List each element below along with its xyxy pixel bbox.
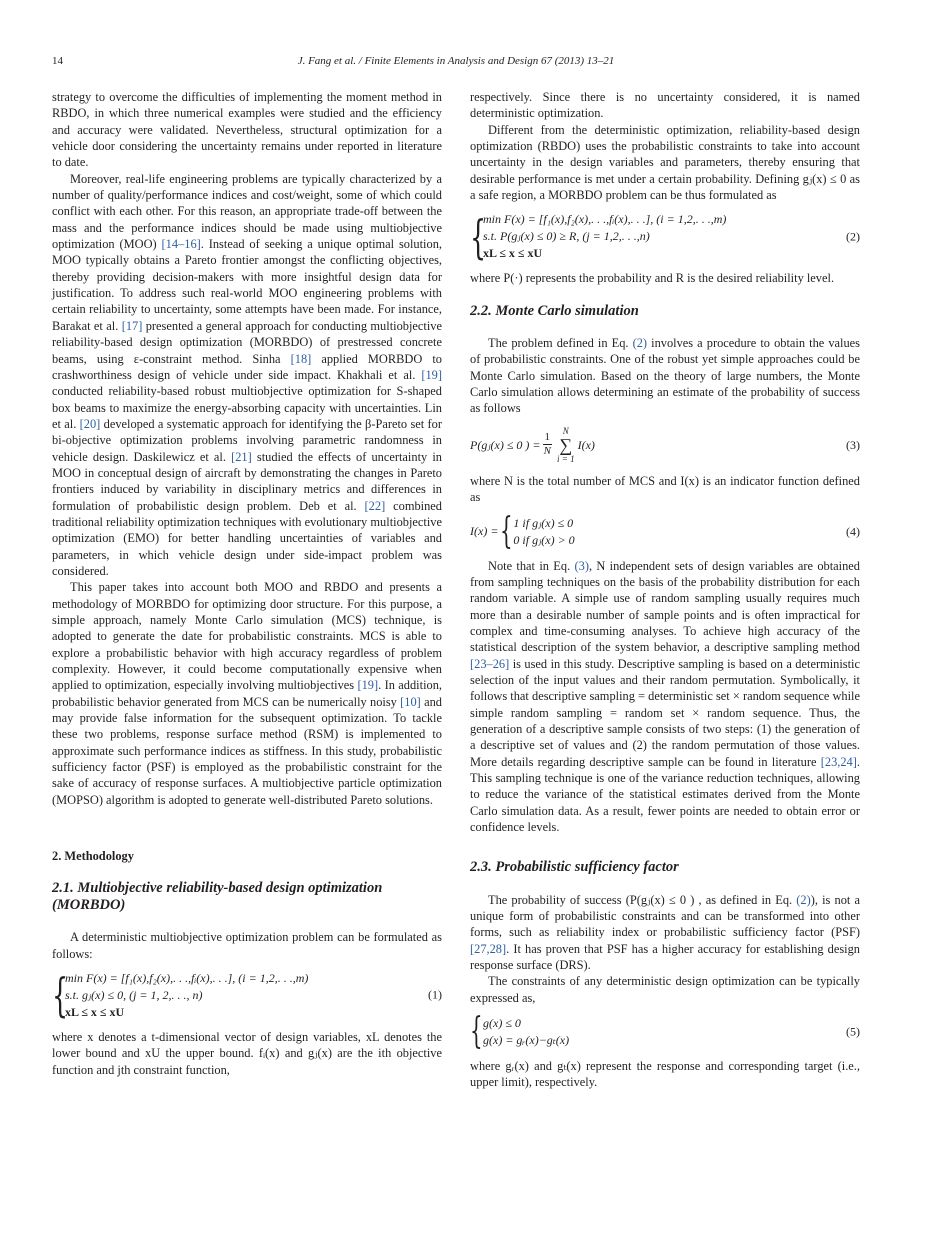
citation-link[interactable]: [19] [421, 367, 442, 382]
equation-line: 1 if gⱼ(x) ≤ 0 [513, 515, 574, 530]
paragraph: strategy to overcome the difficulties of implementing the moment method in RBDO, in which three numerical examples were studied and the efficiency and accuracy were validated. Nevertheless, structural optimization for a vehicle door considering the uncertainty remains under reported in literature to date. [52, 90, 442, 170]
equation-number: (5) [846, 1024, 860, 1039]
paragraph: where x denotes a t-dimensional vector of design variables, xL denotes the lower bound and xU the upper bound. fᵢ(x) and gⱼ(x) are the ith objective function and jth constraint function, [52, 1029, 442, 1077]
equation-lhs: I(x) = [470, 524, 499, 538]
equation-lhs: P(gⱼ(x) ≤ 0 ) = [470, 437, 541, 452]
citation-link[interactable]: [22] [364, 498, 386, 513]
citation-link[interactable]: [18] [290, 351, 312, 366]
paragraph: where P(·) represents the probability and R is the desired reliability level. [470, 271, 835, 286]
equation-link[interactable]: (2) [632, 336, 648, 351]
citation-link[interactable]: [23–26] [470, 656, 510, 671]
paragraph: Moreover, real-life engineering problems are typically characterized by a number of quality/performance indices and cost/weight, some of which could conflict with each other. For this reason, an appropriate trade-off between the mass and the performance indices should be made using multiobjective optimization (MOO) [14–16]. Instead of seeking a unique optimal solution, MOO typically obtains a Pareto frontier amongst the conflicting objectives, thereby providing decision-makers with more insightful design data for justification. To address such real-world MOO engineering problems with certain reliability to uncertainty, some attempts have been made. For instance, Barakat et al. [17] presented a general approach for conducting multiobjective reliability-based design optimization (MORBDO) of prestressed concrete beams, using ε-constraint method. Sinha [18] applied MORBDO to crashworthiness design of vehicle under side impact. Khakhali et al. [19] conducted reliability-based robust multiobjective optimization for S-shaped box beams to maximize the energy-absorbing capacity with uncertainties. Lin et al. [20] developed a systematic approach for identifying the β-Pareto set for bi-objective optimization problems involving parametric randomness in vehicle design. Daskilewicz et al. [21] studied the effects of uncertainty in MOO in conceptual design of aircraft by demonstrating the changes in Pareto frontiers induced by variability in disciplinary metrics and differences in formulation of probabilistic design problem. Deb et al. [22] combined traditional reliability optimization techniques with evolutionary multiobjective optimization (EMO) for better handling uncertainties of variables and parameters, in which vehicle design under side-impact problem was considered. [52, 171, 443, 578]
citation-link[interactable]: [20] [79, 416, 101, 431]
right-column [470, 89, 860, 1091]
citation-link[interactable]: [17] [121, 318, 143, 333]
section-title: 2. Methodology [52, 849, 134, 864]
brace-symbol: { [470, 1011, 483, 1053]
citation-link[interactable]: [27,28] [470, 941, 507, 956]
fraction-numerator: 1 [544, 431, 550, 444]
equation-line: g(x) ≤ 0 [483, 1016, 521, 1031]
paragraph: Note that in Eq. (3), N independent sets of design variables are obtained from sampling techniques on the basis of the probability distribution for each random variable. A simple use of random sampling usually requires much more than a desirable number of sample points and is often impractical for complex and time-consuming analyses. To achieve high accuracy of the statistical description of the system behavior, a descriptive sampling method [23–26] is used in this study. Descriptive sampling is based on a deterministic selection of the input values and their random permutation. Symbolically, it follows that descriptive sampling = deterministic set × random sequence while simple random sampling = random set × random sequence. Thus, the generation of a descriptive sample consists of two steps: (1) the generation of a descriptive set of values and (2) the random permutation of those values. More details regarding descriptive sample can be found in literature [23,24]. This sampling technique is one of the variance reduction techniques, allowing to reduce the variance of the statistical estimates derived from the Monte Carlo simulation data. As a result, fewer points are needed to obtain error or confidence levels. [470, 558, 860, 834]
equation-2 [470, 211, 860, 262]
equation-3 [470, 425, 860, 465]
equation-line: s.t. gⱼ(x) ≤ 0, (j = 1, 2,. . ., n) [65, 987, 203, 1002]
citation-link[interactable]: [21] [231, 449, 252, 464]
equation-line: g(x) = gᵣ(x)−gₜ(x) [483, 1033, 570, 1048]
paragraph: where N is the total number of MCS and I(x) is an indicator function defined as [470, 473, 860, 505]
brace-symbol: { [470, 209, 487, 264]
citation-link[interactable]: [14–16] [161, 237, 201, 252]
subsection-title: 2.1. Multiobjective reliability-based design optimization (MORBDO) [52, 880, 383, 913]
paragraph: respectively. Since there is no uncertainty considered, it is named deterministic optimization. [470, 90, 860, 121]
equation-line: 0 if gⱼ(x) > 0 [513, 532, 575, 547]
equation-4 [470, 510, 860, 552]
equation-number: (1) [428, 987, 442, 1002]
citation-link[interactable]: [19] [357, 678, 379, 693]
subsection-title: 2.2. Monte Carlo simulation [470, 302, 639, 319]
sum-lower-limit: i = 1 [557, 453, 575, 464]
equation-line: min F(x) = [f₁(x),f₂(x),. . .,fᵢ(x),. . .], (i = 1,2,. . .,m) [483, 212, 727, 227]
equation-number: (4) [846, 524, 860, 538]
citation-link[interactable]: [10] [400, 694, 421, 709]
running-title: J. Fang et al. / Finite Elements in Analysis and Design 67 (2013) 13–21 [297, 55, 615, 67]
paragraph: A deterministic multiobjective optimization problem can be formulated as follows: [52, 930, 442, 961]
citation-link[interactable]: [23,24] [820, 754, 857, 769]
subsection-title: 2.3. Probabilistic sufficiency factor [470, 859, 679, 876]
equation-5 [470, 1011, 860, 1053]
equation-line: xL ≤ x ≤ xU [483, 246, 543, 261]
paragraph: The constraints of any deterministic design optimization can be typically expressed as, [470, 974, 860, 1005]
left-column [52, 89, 442, 1078]
paragraph: where gᵣ(x) and gₜ(x) represent the response and corresponding target (i.e., upper limit), respectively. [470, 1059, 860, 1090]
equation-line: xL ≤ x ≤ xU [65, 1004, 125, 1019]
equation-rhs: I(x) [577, 437, 595, 452]
equation-1 [52, 970, 442, 1021]
paragraph: The probability of success (P(gⱼ(x) ≤ 0 ) , as defined in Eq. (2)), is not a unique form of probabilistic constraints and can be transformed into other forms, such as reliability index or probabilistic sufficiency factor (PSF) [27,28]. It has proven that PSF has a higher accuracy for establishing design response surface (DRS). [470, 892, 860, 973]
paragraph: The problem defined in Eq. (2) involves a procedure to obtain the values of probabilistic constraints. One of the robust yet simple approaches could be Monte Carlo simulation. Based on the theory of large numbers, the Monte Carlo simulation allows determining an estimate of the probability of success as follows [470, 336, 860, 416]
page-number: 14 [52, 55, 63, 67]
sum-symbol: ∑ [559, 434, 573, 455]
summation [557, 426, 575, 464]
equation-link[interactable]: (3) [574, 558, 589, 573]
paragraph: Different from the deterministic optimization, reliability-based design optimization (RBDO) uses the probabilistic constraints to take into account uncertainty in the design variables and parameters, thereby ensuring that desirable performance is met under a certain probability. Defining gⱼ(x) ≤ 0 as a safe region, a MORBDO problem can be thus formulated as [470, 122, 860, 203]
sum-upper-limit: N [562, 425, 569, 436]
equation-line: s.t. P(gⱼ(x) ≤ 0) ≥ R, (j = 1,2,. . .,n) [483, 229, 650, 244]
paragraph: This paper takes into account both MOO and RBDO and presents a methodology of MORBDO for optimizing door structure. For this purpose, a simple approach, namely Monte Carlo simulation (MCS) technique, is adopted to generate the date for probabilistic constraints. MCS is able to explore a probabilistic behavior with high accuracy regardless of problem complexity. However, it could become computationally expensive when applied to optimization, especially involving multiobjectives [19]. In addition, probabilistic behavior generated from MCS can be numerically noisy [10] and may provide false information for the subsequent optimization. To tackle these two problems, response surface method (RSM) is implemented to approximate such performance indices as stiffness. In this study, probabilistic sufficiency factor (PSF) is employed as the probabilistic constraint for the sake of accuracy of response surfaces. A multiobjective particle optimization (MOPSO) algorithm is adopted to generate well-distributed Pareto solutions. [52, 580, 443, 807]
brace-symbol: { [500, 510, 514, 552]
equation-number: (3) [846, 437, 860, 452]
fraction [543, 431, 553, 458]
equation-line: min F(x) = [f₁(x),f₂(x),. . .,fᵢ(x),. . .], (i = 1,2,. . .,m) [65, 970, 309, 985]
equation-link[interactable]: (2) [796, 892, 811, 907]
fraction-denominator: N [543, 445, 551, 458]
equation-number: (2) [846, 229, 860, 244]
brace-symbol: { [52, 968, 69, 1023]
page-header [52, 55, 860, 71]
